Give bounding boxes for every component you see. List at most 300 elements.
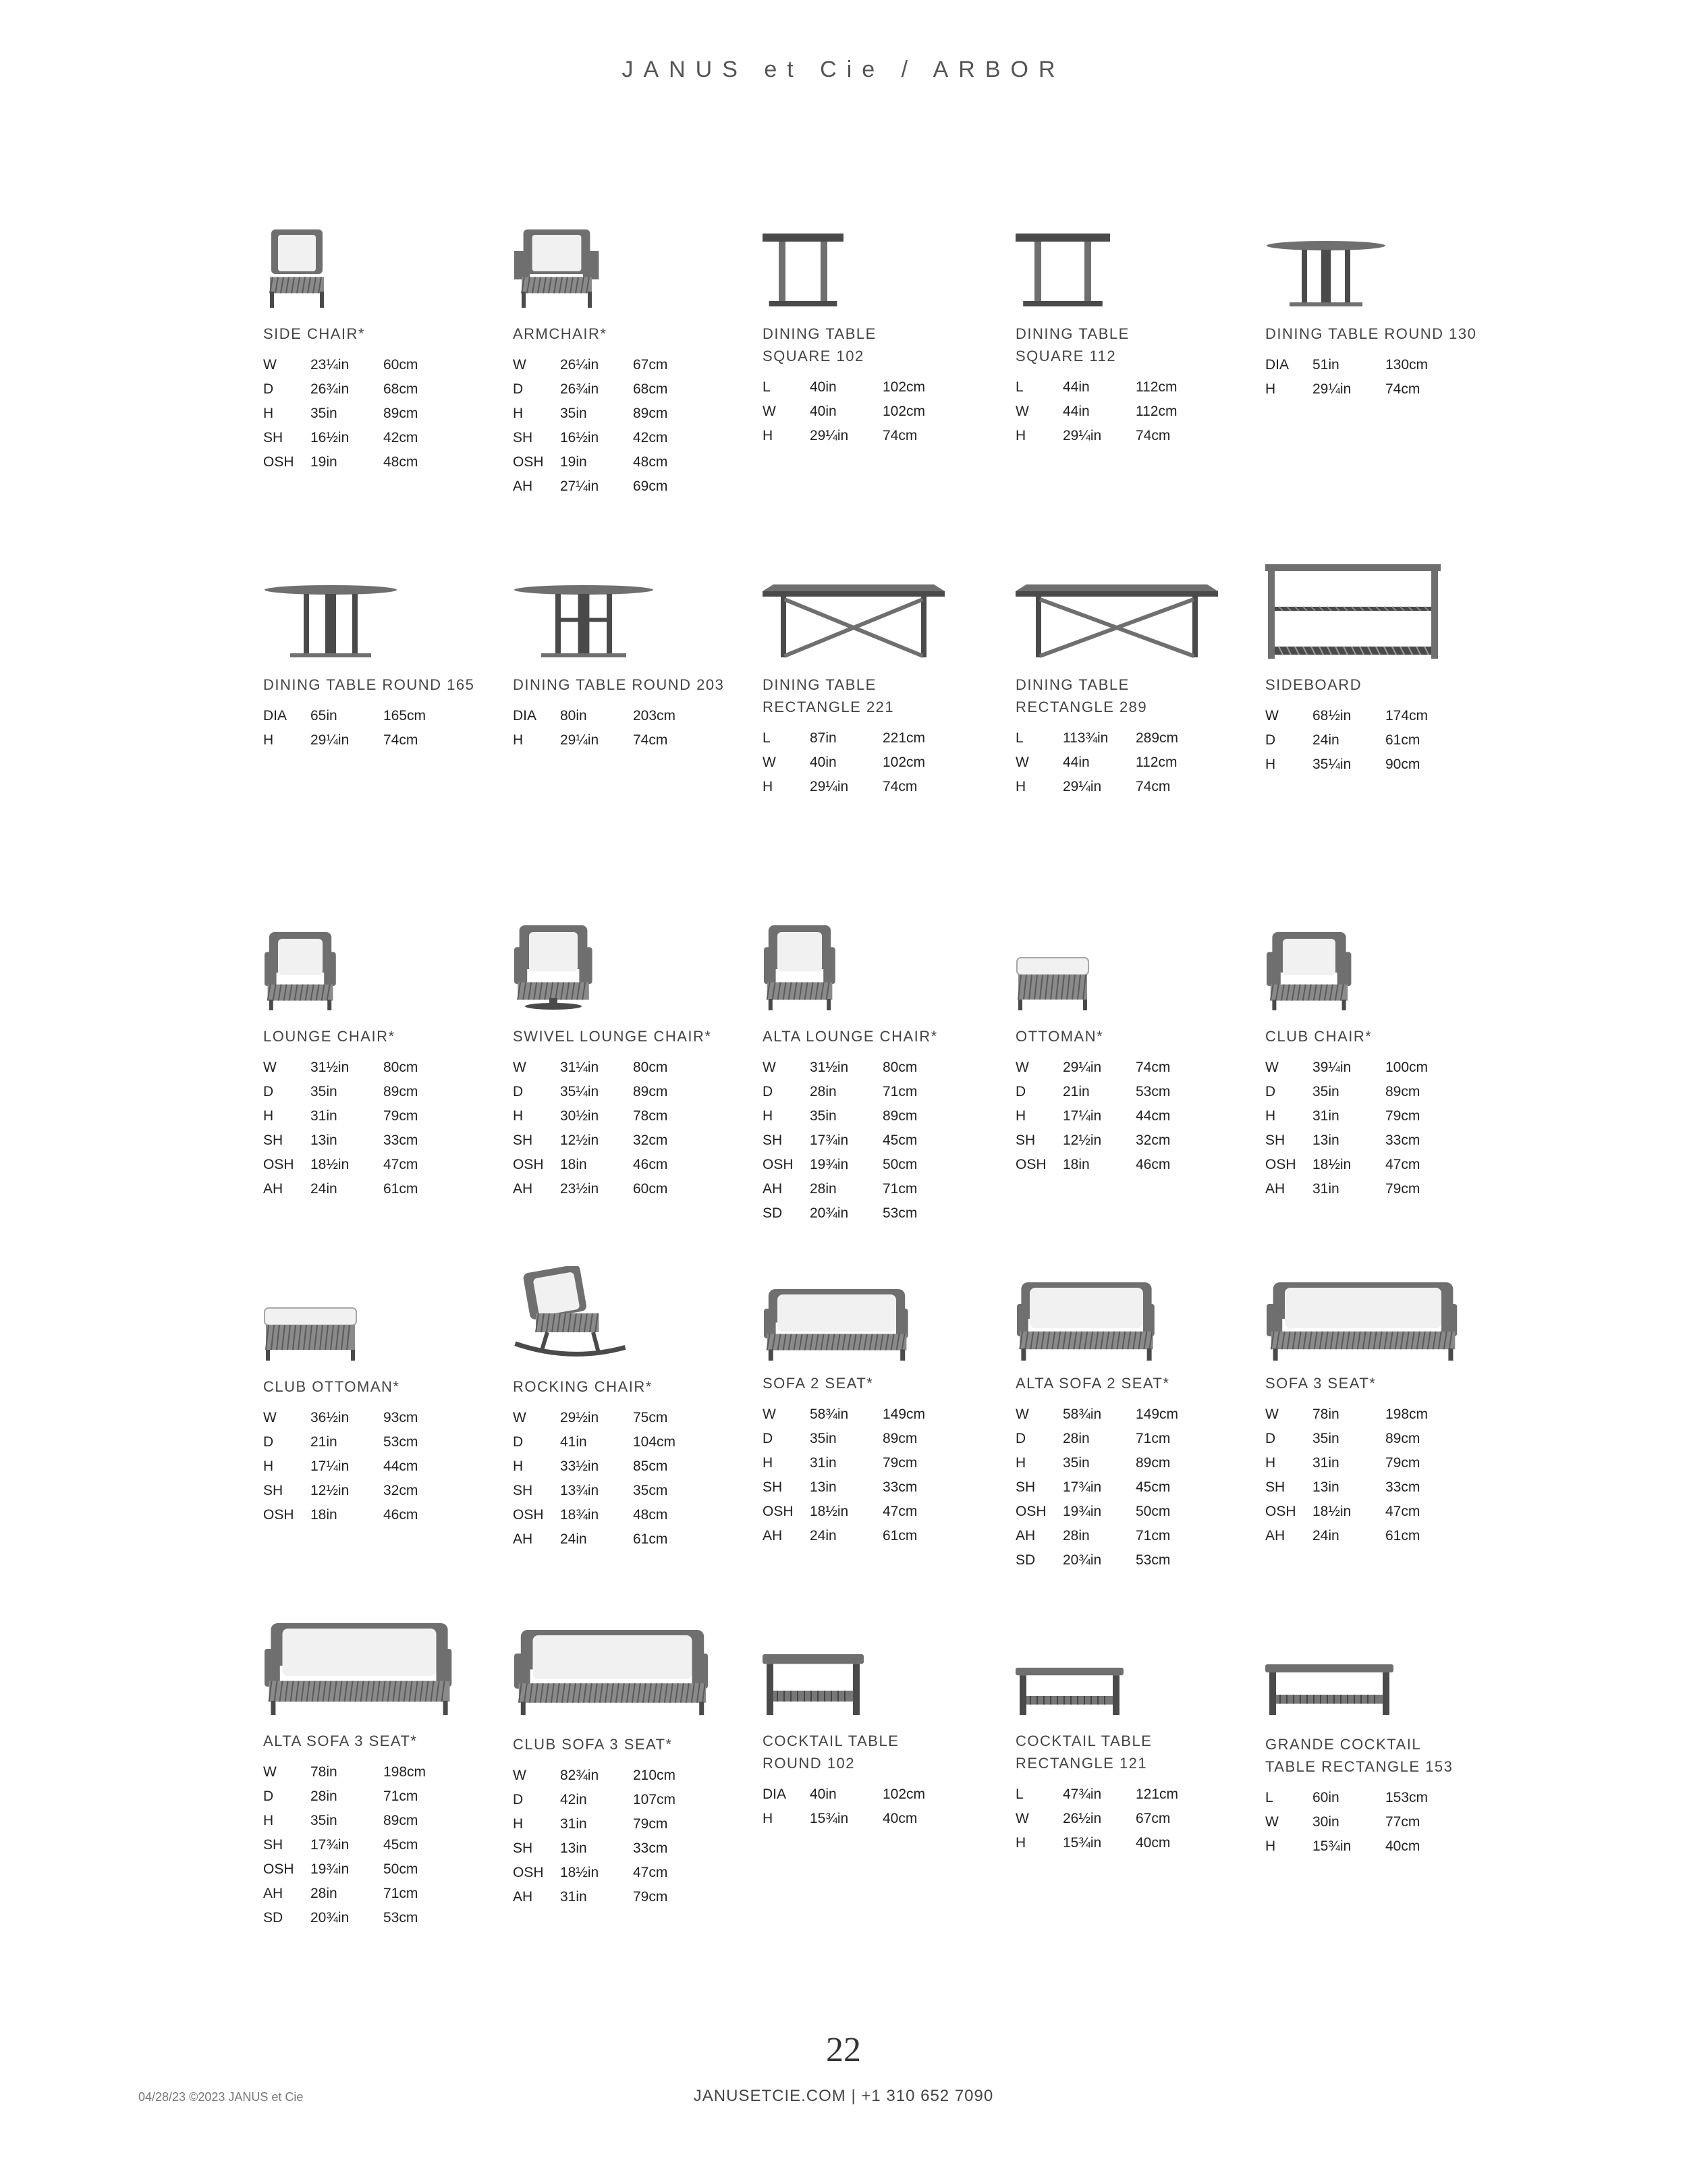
spec-label: AH: [1265, 1528, 1285, 1544]
spec-row: [513, 704, 742, 728]
spec-row: [263, 1479, 493, 1503]
spec-inches: 17¾in: [810, 1132, 849, 1148]
spec-row: [763, 1128, 992, 1153]
product-name: DINING TABLE SQUARE 102: [763, 325, 877, 364]
spec-centimeters: 69cm: [633, 479, 668, 494]
spec-inches: 29¼in: [1063, 428, 1102, 443]
spec-label: D: [513, 381, 524, 397]
product-name: DINING TABLE SQUARE 112: [1016, 325, 1130, 364]
spec-inches: 21in: [310, 1434, 337, 1450]
spec-row: [513, 728, 742, 753]
spec-label: D: [513, 1792, 524, 1807]
spec-inches: 18½in: [810, 1504, 849, 1519]
product-name: DINING TABLE ROUND 165: [263, 676, 475, 693]
spec-centimeters: 78cm: [633, 1108, 668, 1124]
spec-row: [1016, 1080, 1245, 1104]
sofa-icon: [263, 1620, 455, 1715]
spec-centimeters: 47cm: [633, 1865, 668, 1880]
spec-label: D: [263, 1434, 274, 1450]
product-name: OTTOMAN*: [1016, 1028, 1104, 1045]
spec-centimeters: 32cm: [633, 1132, 668, 1148]
spec-centimeters: 71cm: [383, 1789, 418, 1804]
spec-row: [1016, 1524, 1245, 1548]
spec-inches: 17¾in: [310, 1837, 350, 1853]
spec-row: [1016, 400, 1245, 424]
spec-label: H: [1016, 428, 1026, 443]
spec-label: H: [513, 1108, 524, 1124]
spec-label: AH: [513, 1889, 533, 1905]
club-chair-icon: [1265, 929, 1353, 1010]
spec-inches: 29½in: [560, 1410, 599, 1425]
spec-table: [1016, 726, 1245, 799]
spec-row: [1265, 728, 1495, 753]
spec-row: [513, 1812, 742, 1836]
spec-row: [263, 1906, 493, 1930]
spec-label: OSH: [1016, 1504, 1047, 1519]
spec-table: [513, 1764, 742, 1909]
spec-centimeters: 48cm: [633, 454, 668, 470]
spec-centimeters: 130cm: [1385, 357, 1429, 373]
spec-row: [1016, 726, 1245, 750]
spec-row: [513, 1056, 742, 1080]
copyright-note: 04/28/23 ©2023 JANUS et Cie: [138, 2090, 304, 2104]
spec-label: L: [1016, 1786, 1024, 1802]
spec-inches: 24in: [810, 1528, 837, 1544]
product-name: SWIVEL LOUNGE CHAIR*: [513, 1028, 712, 1045]
spec-inches: 15¾in: [810, 1811, 849, 1826]
spec-centimeters: 68cm: [633, 381, 668, 397]
spec-label: W: [763, 1407, 776, 1422]
spec-label: AH: [513, 1531, 533, 1547]
spec-inches: 40in: [810, 1786, 837, 1802]
spec-inches: 26¾in: [560, 381, 599, 397]
spec-inches: 36½in: [310, 1410, 350, 1425]
spec-label: H: [513, 732, 524, 748]
spec-table: [1265, 1786, 1495, 1859]
spec-row: [1016, 1500, 1245, 1524]
spec-centimeters: 289cm: [1136, 730, 1179, 746]
spec-row: [1265, 1153, 1495, 1177]
spec-label: H: [763, 1455, 773, 1471]
product-name: DINING TABLE RECTANGLE 289: [1016, 676, 1148, 715]
spec-table: [263, 1760, 493, 1930]
spec-row: [513, 1836, 742, 1861]
sofa-icon: [1016, 1280, 1157, 1361]
spec-row: [263, 1882, 493, 1906]
spec-row: [1265, 1080, 1495, 1104]
spec-inches: 17¼in: [1063, 1108, 1102, 1124]
spec-row: [1265, 1786, 1495, 1810]
spec-table: [263, 353, 493, 474]
product-name: SOFA 2 SEAT*: [763, 1375, 874, 1392]
spec-inches: 29¼in: [1312, 381, 1352, 397]
spec-centimeters: 80cm: [633, 1060, 668, 1075]
spec-label: H: [763, 1108, 773, 1124]
spec-label: H: [1016, 1108, 1026, 1124]
spec-centimeters: 45cm: [1136, 1479, 1171, 1495]
spec-table: [513, 1056, 742, 1201]
spec-label: OSH: [513, 454, 544, 470]
spec-centimeters: 75cm: [633, 1410, 668, 1425]
spec-label: D: [1016, 1431, 1026, 1446]
spec-row: [263, 1056, 493, 1080]
spec-row: [1016, 1782, 1245, 1807]
spec-centimeters: 53cm: [383, 1910, 418, 1926]
spec-row: [1016, 775, 1245, 799]
spec-label: W: [763, 1060, 776, 1075]
spec-row: [763, 1177, 992, 1201]
spec-label: H: [513, 406, 524, 421]
lounge-chair-icon: [763, 923, 837, 1010]
spec-row: [763, 1500, 992, 1524]
spec-row: [763, 1451, 992, 1475]
spec-inches: 18¾in: [560, 1507, 599, 1523]
spec-row: [513, 1861, 742, 1885]
spec-row: [263, 728, 493, 753]
spec-row: [1265, 1128, 1495, 1153]
spec-centimeters: 79cm: [633, 1889, 668, 1905]
spec-label: AH: [1016, 1528, 1036, 1544]
spec-inches: 13in: [560, 1840, 587, 1856]
spec-label: H: [263, 1108, 274, 1124]
spec-row: [1265, 1524, 1495, 1548]
spec-centimeters: 80cm: [383, 1060, 418, 1075]
spec-centimeters: 89cm: [883, 1108, 918, 1124]
spec-label: AH: [513, 1181, 533, 1197]
product-name: DINING TABLE ROUND 203: [513, 676, 725, 693]
spec-centimeters: 79cm: [383, 1108, 418, 1124]
spec-inches: 26½in: [1063, 1811, 1102, 1826]
spec-centimeters: 40cm: [883, 1811, 918, 1826]
spec-centimeters: 203cm: [633, 708, 676, 724]
spec-label: W: [513, 357, 526, 373]
spec-label: D: [763, 1431, 773, 1446]
spec-inches: 31in: [1312, 1455, 1339, 1471]
spec-inches: 13in: [810, 1479, 837, 1495]
spec-centimeters: 89cm: [1385, 1431, 1420, 1446]
spec-centimeters: 48cm: [633, 1507, 668, 1523]
spec-row: [263, 1406, 493, 1430]
product-name: GRANDE COCKTAIL TABLE RECTANGLE 153: [1265, 1736, 1454, 1775]
spec-label: W: [263, 1410, 277, 1425]
spec-centimeters: 79cm: [1385, 1108, 1420, 1124]
spec-inches: 44in: [1063, 379, 1090, 395]
spec-label: W: [513, 1410, 526, 1425]
spec-label: SH: [513, 1840, 533, 1856]
spec-table: [763, 375, 992, 448]
spec-row: [1265, 1402, 1495, 1427]
spec-inches: 19¾in: [810, 1157, 849, 1172]
spec-inches: 31in: [560, 1816, 587, 1832]
spec-row: [763, 1427, 992, 1451]
spec-centimeters: 46cm: [633, 1157, 668, 1172]
product-name: ROCKING CHAIR*: [513, 1378, 653, 1395]
spec-inches: 28in: [810, 1084, 837, 1099]
product-name: COCKTAIL TABLE RECTANGLE 121: [1016, 1732, 1153, 1772]
spec-centimeters: 74cm: [1136, 428, 1171, 443]
spec-inches: 40in: [810, 755, 837, 770]
spec-centimeters: 53cm: [1136, 1552, 1171, 1568]
spec-table: [513, 353, 742, 499]
spec-inches: 31¼in: [560, 1060, 599, 1075]
spec-row: [263, 1503, 493, 1527]
spec-label: OSH: [1265, 1157, 1296, 1172]
spec-row: [1016, 1451, 1245, 1475]
round-table-icon: [1265, 240, 1387, 308]
spec-label: H: [763, 779, 773, 794]
spec-label: OSH: [513, 1157, 544, 1172]
spec-inches: 20¾in: [310, 1910, 350, 1926]
spec-inches: 28in: [810, 1181, 837, 1197]
spec-table: [1016, 375, 1245, 448]
spec-centimeters: 85cm: [633, 1458, 668, 1474]
spec-label: W: [763, 404, 776, 419]
spec-table: [763, 1056, 992, 1226]
spec-label: SD: [763, 1205, 783, 1221]
spec-label: D: [263, 381, 274, 397]
spec-row: [513, 1527, 742, 1552]
spec-row: [513, 474, 742, 499]
spec-label: SH: [263, 1837, 283, 1853]
spec-inches: 13¾in: [560, 1483, 599, 1498]
spec-centimeters: 33cm: [883, 1479, 918, 1495]
spec-row: [513, 1406, 742, 1430]
spec-inches: 35in: [310, 1813, 337, 1828]
spec-centimeters: 89cm: [633, 406, 668, 421]
spec-label: OSH: [513, 1507, 544, 1523]
spec-centimeters: 61cm: [383, 1181, 418, 1197]
spec-row: [1016, 1402, 1245, 1427]
spec-label: SH: [763, 1479, 783, 1495]
spec-inches: 35in: [1312, 1084, 1339, 1099]
spec-centimeters: 67cm: [1136, 1811, 1171, 1826]
spec-centimeters: 46cm: [1136, 1157, 1171, 1172]
spec-inches: 19¾in: [1063, 1504, 1102, 1519]
product-name: ALTA SOFA 2 SEAT*: [1016, 1375, 1170, 1392]
lounge-chair-icon: [263, 929, 337, 1010]
spec-label: W: [1016, 755, 1029, 770]
spec-table: [763, 726, 992, 799]
spec-inches: 31in: [1312, 1181, 1339, 1197]
spec-centimeters: 48cm: [383, 454, 418, 470]
spec-label: W: [1265, 1407, 1279, 1422]
spec-centimeters: 77cm: [1385, 1814, 1420, 1830]
spec-row: [1265, 1475, 1495, 1500]
spec-label: SH: [1265, 1132, 1285, 1148]
spec-inches: 29¼in: [1063, 1060, 1102, 1075]
spec-label: OSH: [1265, 1504, 1296, 1519]
spec-row: [513, 1454, 742, 1479]
spec-centimeters: 93cm: [383, 1410, 418, 1425]
spec-label: H: [263, 1813, 274, 1828]
spec-label: SH: [1265, 1479, 1285, 1495]
spec-row: [263, 353, 493, 377]
spec-centimeters: 33cm: [633, 1840, 668, 1856]
spec-inches: 28in: [310, 1886, 337, 1901]
spec-row: [1265, 1810, 1495, 1834]
spec-label: AH: [763, 1181, 783, 1197]
spec-inches: 18in: [560, 1157, 587, 1172]
sideboard-icon: [1265, 564, 1441, 659]
spec-inches: 19in: [560, 454, 587, 470]
spec-label: AH: [1265, 1181, 1285, 1197]
spec-label: SD: [263, 1910, 283, 1926]
spec-row: [1265, 753, 1495, 777]
spec-row: [1016, 1056, 1245, 1080]
spec-centimeters: 74cm: [883, 428, 918, 443]
spec-inches: 18in: [1063, 1157, 1090, 1172]
spec-label: H: [1265, 381, 1276, 397]
ottoman-icon: [1016, 956, 1090, 1010]
spec-row: [513, 1177, 742, 1201]
brand-title: JANUS et Cie / ARBOR: [621, 57, 1066, 82]
spec-row: [1265, 704, 1495, 728]
spec-inches: 27¼in: [560, 479, 599, 494]
spec-centimeters: 149cm: [1136, 1407, 1179, 1422]
spec-row: [263, 704, 493, 728]
spec-row: [1265, 1427, 1495, 1451]
spec-inches: 44in: [1063, 404, 1090, 419]
spec-centimeters: 60cm: [383, 357, 418, 373]
spec-row: [263, 1080, 493, 1104]
spec-centimeters: 53cm: [883, 1205, 918, 1221]
spec-row: [763, 1104, 992, 1128]
spec-row: [1016, 1128, 1245, 1153]
spec-inches: 23½in: [560, 1181, 599, 1197]
spec-centimeters: 80cm: [883, 1060, 918, 1075]
spec-centimeters: 74cm: [1385, 381, 1420, 397]
spec-centimeters: 71cm: [883, 1084, 918, 1099]
spec-row: [263, 1153, 493, 1177]
ottoman-icon: [263, 1307, 358, 1361]
spec-inches: 18½in: [1312, 1157, 1352, 1172]
spec-centimeters: 42cm: [633, 430, 668, 445]
product-name: SIDEBOARD: [1265, 676, 1362, 693]
spec-inches: 24in: [310, 1181, 337, 1197]
spec-label: SH: [263, 1483, 283, 1498]
spec-row: [263, 1430, 493, 1454]
square-table-icon: [763, 234, 844, 308]
spec-inches: 30½in: [560, 1108, 599, 1124]
armchair-icon: [513, 227, 601, 308]
rocking-chair-icon: [513, 1266, 628, 1361]
spec-inches: 35in: [1312, 1431, 1339, 1446]
spec-centimeters: 46cm: [383, 1507, 418, 1523]
spec-label: DIA: [1265, 357, 1290, 373]
spec-row: [263, 1104, 493, 1128]
spec-inches: 35in: [810, 1431, 837, 1446]
spec-table: [263, 1406, 493, 1527]
spec-label: W: [1016, 1407, 1029, 1422]
spec-inches: 80in: [560, 708, 587, 724]
spec-inches: 20¾in: [1063, 1552, 1102, 1568]
spec-inches: 12½in: [560, 1132, 599, 1148]
spec-centimeters: 89cm: [883, 1431, 918, 1446]
spec-inches: 65in: [310, 708, 337, 724]
spec-label: H: [263, 732, 274, 748]
spec-inches: 23¼in: [310, 357, 350, 373]
product-name: SOFA 3 SEAT*: [1265, 1375, 1377, 1392]
spec-centimeters: 32cm: [383, 1483, 418, 1498]
spec-row: [763, 1201, 992, 1226]
spec-label: W: [513, 1768, 526, 1783]
spec-centimeters: 47cm: [1385, 1504, 1420, 1519]
spec-label: SH: [263, 430, 283, 445]
spec-label: H: [1265, 1108, 1276, 1124]
spec-label: H: [513, 1816, 524, 1832]
spec-row: [763, 375, 992, 400]
spec-label: H: [263, 1458, 274, 1474]
spec-centimeters: 71cm: [1136, 1528, 1171, 1544]
spec-inches: 41in: [560, 1434, 587, 1450]
spec-label: H: [1265, 1455, 1276, 1471]
spec-label: W: [513, 1060, 526, 1075]
spec-centimeters: 33cm: [383, 1132, 418, 1148]
spec-centimeters: 50cm: [1136, 1504, 1171, 1519]
spec-centimeters: 74cm: [883, 779, 918, 794]
product-name: LOUNGE CHAIR*: [263, 1028, 395, 1045]
spec-label: AH: [763, 1528, 783, 1544]
spec-centimeters: 47cm: [883, 1504, 918, 1519]
spec-centimeters: 60cm: [633, 1181, 668, 1197]
spec-centimeters: 79cm: [633, 1816, 668, 1832]
spec-label: W: [1016, 404, 1029, 419]
product-name: DINING TABLE ROUND 130: [1265, 325, 1477, 342]
cocktail-table-icon: [1016, 1668, 1124, 1715]
sofa-icon: [1265, 1280, 1461, 1361]
spec-centimeters: 68cm: [383, 381, 418, 397]
spec-centimeters: 74cm: [383, 732, 418, 748]
spec-label: DIA: [513, 708, 537, 724]
spec-label: AH: [263, 1886, 283, 1901]
spec-row: [763, 1807, 992, 1831]
spec-inches: 68½in: [1312, 708, 1352, 724]
spec-inches: 87in: [810, 730, 837, 746]
spec-table: [513, 704, 742, 753]
spec-row: [1265, 1834, 1495, 1859]
spec-inches: 13in: [1312, 1132, 1339, 1148]
spec-table: [263, 1056, 493, 1201]
spec-inches: 44in: [1063, 755, 1090, 770]
spec-inches: 82¾in: [560, 1768, 599, 1783]
cocktail-table-icon: [763, 1654, 864, 1715]
product-name: COCKTAIL TABLE ROUND 102: [763, 1732, 900, 1772]
large-round-table-icon: [513, 584, 655, 659]
product-name: CLUB OTTOMAN*: [263, 1378, 400, 1395]
spec-row: [1265, 377, 1495, 402]
spec-row: [763, 1782, 992, 1807]
spec-row: [763, 775, 992, 799]
spec-inches: 16½in: [560, 430, 599, 445]
round-table-icon: [263, 584, 398, 659]
spec-label: OSH: [763, 1157, 794, 1172]
spec-centimeters: 89cm: [1136, 1455, 1171, 1471]
spec-label: W: [263, 1764, 277, 1780]
spec-label: SH: [1016, 1132, 1036, 1148]
spec-row: [263, 402, 493, 426]
spec-table: [263, 704, 493, 753]
spec-centimeters: 198cm: [383, 1764, 426, 1780]
spec-label: W: [1016, 1060, 1029, 1075]
spec-label: SH: [513, 1132, 533, 1148]
spec-table: [1265, 1402, 1495, 1548]
spec-inches: 28in: [1063, 1431, 1090, 1446]
spec-inches: 113¾in: [1063, 730, 1109, 746]
spec-centimeters: 74cm: [1136, 779, 1171, 794]
spec-centimeters: 33cm: [1385, 1132, 1420, 1148]
spec-centimeters: 45cm: [383, 1837, 418, 1853]
spec-label: AH: [263, 1181, 283, 1197]
